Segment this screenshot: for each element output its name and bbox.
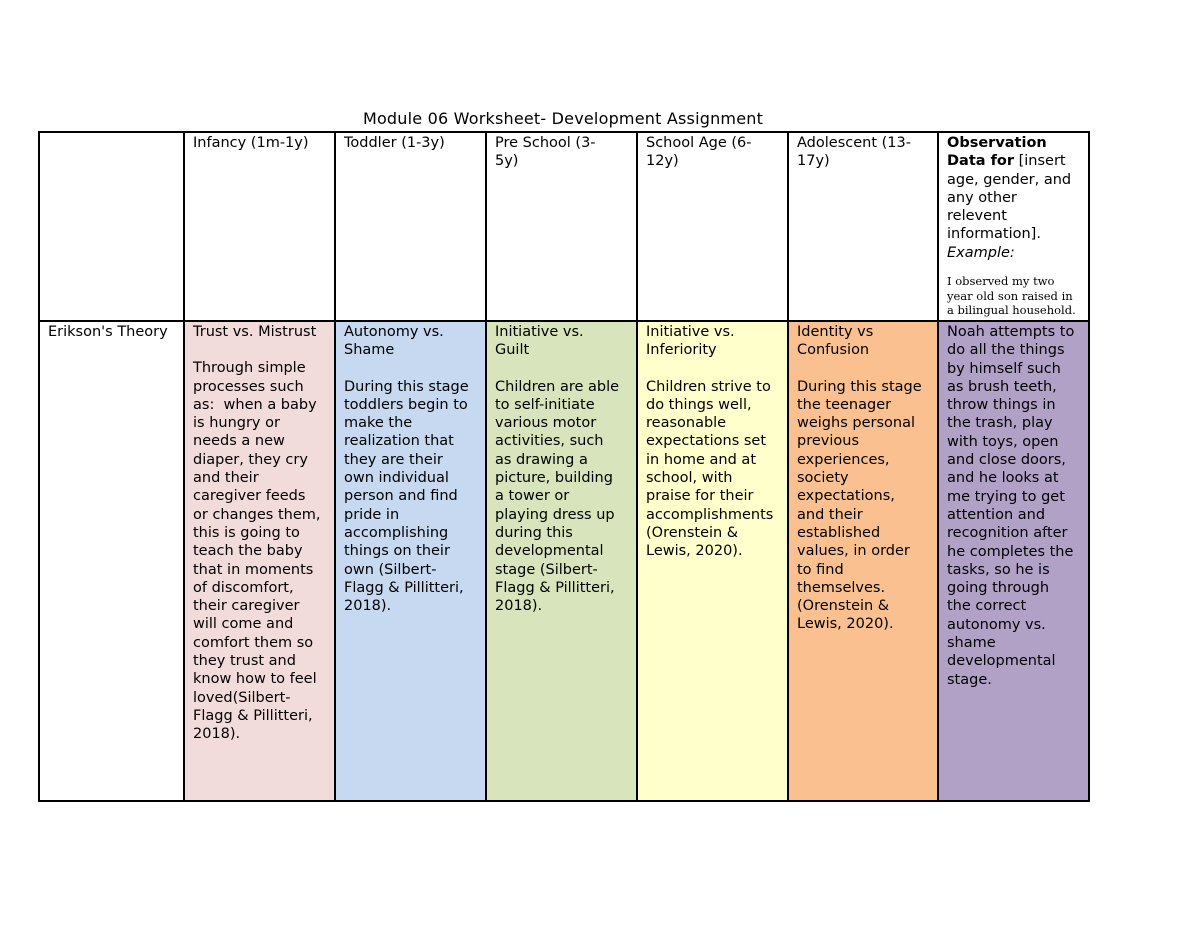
example-label: Example: [947,244,1015,261]
header-infancy: Infancy (1m-1y) [184,132,335,321]
cell-adolescent [788,321,938,801]
cell-observation: Noah attempts to do all the things by himself such as brush teeth, throw things in the trash, play with toys, open and close doors, and he looks at me trying to get attention and recognition after he completes the tasks, so he is going through the correct autonomy vs. shame developmental stage. [938,321,1089,801]
observation-instructions: [insert age, gender, and any other relevent information]. [947,153,1072,243]
desc-infancy: Through simple processes such as: when a baby is hungry or needs a new diaper, they cry and their caregiver feeds or changes them, this is going to teach the baby that in moments of discomfort, their caregiver will come and comfort them so they trust and know how to feel loved(Silbert- Flagg & Pillitteri, 2018). [193,360,321,743]
header-preschool: Pre School (3- 5y) [486,132,637,321]
stage-toddler: Autonomy vs. Shame [344,324,444,359]
page-title: Module 06 Worksheet- Development Assignment [362,109,764,128]
desc-adolescent: During this stage the teenager weighs personal previous experiences, society expectations, and their established values, in order to find themselves. (Orenstein & Lewis, 2020). [797,378,922,633]
cell-infancy [184,321,335,801]
desc-toddler: During this stage toddlers begin to make the realization that they are their own individual person and find pride in accomplishing things on their own (Silbert- Flagg & Pillitteri, 2018). [344,378,469,615]
header-schoolage: School Age (6- 12y) [637,132,788,321]
desc-schoolage: Children strive to do things well, reasonable expectations set in home and at school, with praise for their accomplishments (Orenstein & Lewis, 2020). [646,378,774,560]
cell-toddler [335,321,486,801]
erikson-row [39,321,1089,801]
stage-schoolage: Initiative vs. Inferiority [646,324,735,359]
header-row [39,132,1089,321]
header-adolescent: Adolescent (13- 17y) [788,132,938,321]
example-text: I observed my two year old son raised in a bilingual household. [947,274,1076,318]
desc-preschool: Children are able to self-initiate various motor activities, such as drawing a picture, building a tower or playing dress up during this developmental stage (Silbert- Flagg & Pillitteri, 2018). [495,378,620,615]
header-observation [938,132,1089,321]
observation-heading: Observation Data for [947,135,1047,170]
stage-infancy: Trust vs. Mistrust [193,324,317,340]
row-label-erikson: Erikson's Theory [39,321,184,801]
header-toddler: Toddler (1-3y) [335,132,486,321]
stage-preschool: Initiative vs. Guilt [495,324,584,359]
development-table [38,131,1090,802]
stage-adolescent: Identity vs Confusion [797,324,874,359]
header-blank-cell [39,132,184,321]
cell-preschool [486,321,637,801]
cell-schoolage [637,321,788,801]
